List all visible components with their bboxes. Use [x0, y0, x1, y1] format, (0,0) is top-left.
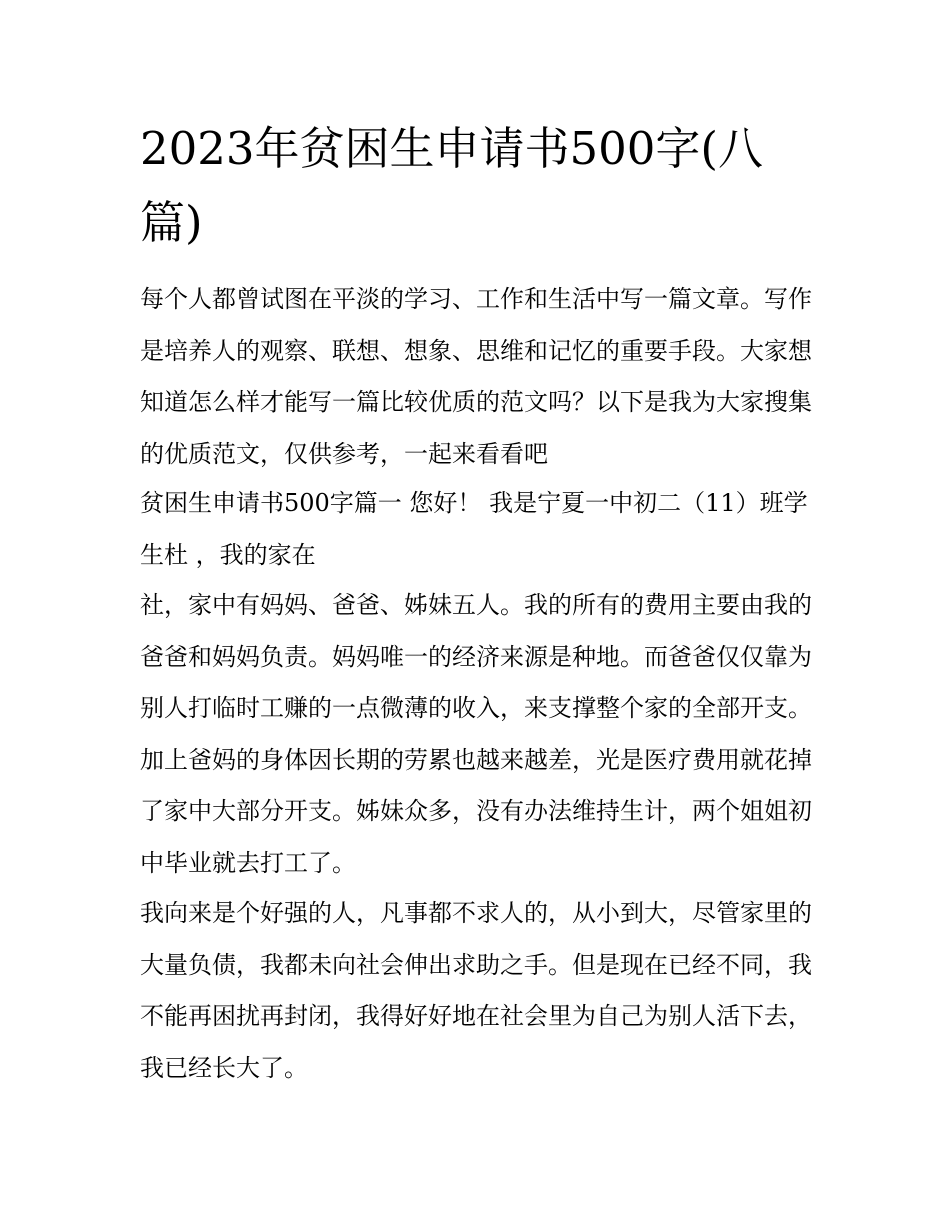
closing-paragraph: 我向来是个好强的人，凡事都不求人的，从小到大，尽管家里的大量负债，我都未向社会伸出求助之手。但是现在已经不同，我不能再困扰再封闭，我得好好地在社会里为自己为别人活下去，我已经长大了。: [140, 899, 812, 1082]
family-paragraph: 社，家中有妈妈、爸爸、姊妹五人。我的所有的费用主要由我的爸爸和妈妈负责。妈妈唯一的经济来源是种地。而爸爸仅仅靠为别人打临时工赚的一点微薄的收入，来支撑整个家的全部开支。加上爸妈的身体因长期的劳累也越来越差，光是医疗费用就花掉了家中大部分开支。姊妹众多，没有办法维持生计，两个姐姐初中毕业就去打工了。: [140, 591, 812, 877]
essay-heading-paragraph: 贫困生申请书500字篇一 您好！ 我是宁夏一中初二（11）班学生杜 ，我的家在: [140, 489, 808, 569]
intro-paragraph: 每个人都曾试图在平淡的学习、工作和生活中写一篇文章。写作是培养人的观察、联想、想象、思维和记忆的重要手段。大家想知道怎么样才能写一篇比较优质的范文吗？以下是我为大家搜集的优质范文，仅供参考，一起来看看吧: [140, 285, 812, 468]
document-title: 2023年贫困生申请书500字(八篇): [140, 122, 763, 249]
